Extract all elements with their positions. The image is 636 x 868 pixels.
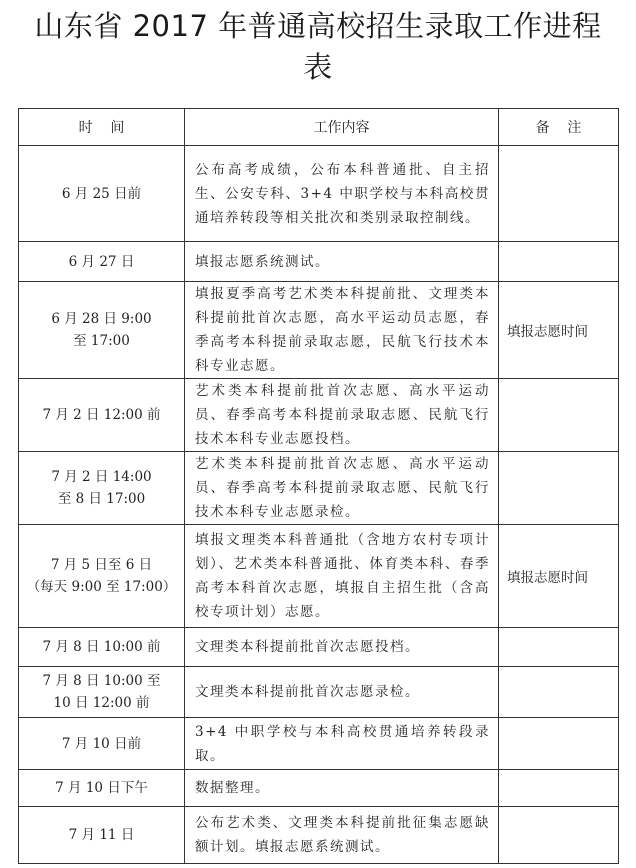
row-content: 公布艺术类、文理类本科提前批征集志愿缺额计划。填报志愿系统测试。 — [185, 807, 499, 864]
document-title — [0, 6, 636, 88]
header-note: 备 注 — [499, 109, 619, 146]
time-line: 10 日 12:00 前 — [53, 695, 150, 711]
row-time — [19, 452, 185, 525]
table-row — [19, 242, 619, 282]
time-line: 7 月 11 日 — [68, 827, 135, 843]
time-line: 7 月 8 日 10:00 前 — [42, 639, 161, 655]
header-content: 工作内容 — [185, 109, 499, 146]
row-time — [19, 282, 185, 379]
time-line: 7 月 10 日下午 — [55, 780, 148, 796]
table-row — [19, 718, 619, 770]
row-content: 填报夏季高考艺术类本科提前批、文理类本科提前批首次志愿，高水平运动员志愿，春季高考本科提前录取志愿，民航飞行技术本科专业志愿。 — [185, 282, 499, 379]
header-time: 时 间 — [19, 109, 185, 146]
time-line: 7 月 5 日至 6 日 — [50, 557, 153, 573]
table-row — [19, 282, 619, 379]
row-time — [19, 146, 185, 242]
row-time — [19, 628, 185, 667]
row-time — [19, 379, 185, 452]
time-line: 7 月 2 日 12:00 前 — [42, 407, 161, 423]
row-note — [499, 379, 619, 452]
row-time — [19, 770, 185, 807]
document-title-line-1: 山东省 2017 年普通高校招生录取工作进程 — [34, 9, 602, 43]
table-row — [19, 807, 619, 864]
row-time — [19, 667, 185, 718]
row-content: 艺术类本科提前批首次志愿、高水平运动员、春季高考本科提前录取志愿、民航飞行技术本科专业志愿投档。 — [185, 379, 499, 452]
row-note — [499, 718, 619, 770]
table-row — [19, 452, 619, 525]
time-line: 7 月 10 日前 — [61, 735, 142, 752]
row-time — [19, 718, 185, 770]
row-note — [499, 667, 619, 718]
time-line: 6 月 25 日前 — [61, 185, 142, 202]
table-row — [19, 770, 619, 807]
time-line: 至 17:00 — [73, 333, 130, 349]
row-note — [499, 242, 619, 282]
time-line: 6 月 27 日 — [68, 253, 135, 270]
time-line: 至 8 日 17:00 — [57, 491, 146, 507]
row-note — [499, 770, 619, 807]
row-content: 艺术类本科提前批首次志愿、高水平运动员、春季高考本科提前录取志愿、民航飞行技术本科专业志愿录检。 — [185, 452, 499, 525]
row-content: 3+4 中职学校与本科高校贯通培养转段录取。 — [185, 718, 499, 770]
row-content: 数据整理。 — [185, 770, 499, 807]
time-line: （每天 9:00 至 17:00） — [26, 579, 177, 595]
row-time — [19, 242, 185, 282]
table-header-row — [19, 109, 619, 146]
row-note — [499, 146, 619, 242]
table-row — [19, 525, 619, 628]
row-note — [499, 452, 619, 525]
time-line: 7 月 8 日 10:00 至 — [42, 673, 161, 689]
table-row — [19, 146, 619, 242]
document-title-line-2: 表 — [303, 50, 333, 84]
row-note — [499, 628, 619, 667]
row-note: 填报志愿时间 — [499, 525, 619, 628]
row-time — [19, 807, 185, 864]
row-content: 填报文理类本科普通批（含地方农村专项计划）、艺术类本科普通批、体育类本科、春季高考本科首次志愿，填报自主招生批（含高校专项计划）志愿。 — [185, 525, 499, 628]
schedule-table — [18, 108, 619, 864]
row-content: 文理类本科提前批首次志愿录检。 — [185, 667, 499, 718]
row-content: 填报志愿系统测试。 — [185, 242, 499, 282]
table-row — [19, 667, 619, 718]
table-row — [19, 628, 619, 667]
time-line: 7 月 2 日 14:00 — [51, 469, 152, 485]
row-note — [499, 807, 619, 864]
row-time — [19, 525, 185, 628]
row-content: 公布高考成绩，公布本科普通批、自主招生、公安专科、3+4 中职学校与本科高校贯通培养转段等相关批次和类别录取控制线。 — [185, 146, 499, 242]
table-row — [19, 379, 619, 452]
row-note: 填报志愿时间 — [499, 282, 619, 379]
time-line: 6 月 28 日 9:00 — [51, 311, 152, 327]
row-content: 文理类本科提前批首次志愿投档。 — [185, 628, 499, 667]
